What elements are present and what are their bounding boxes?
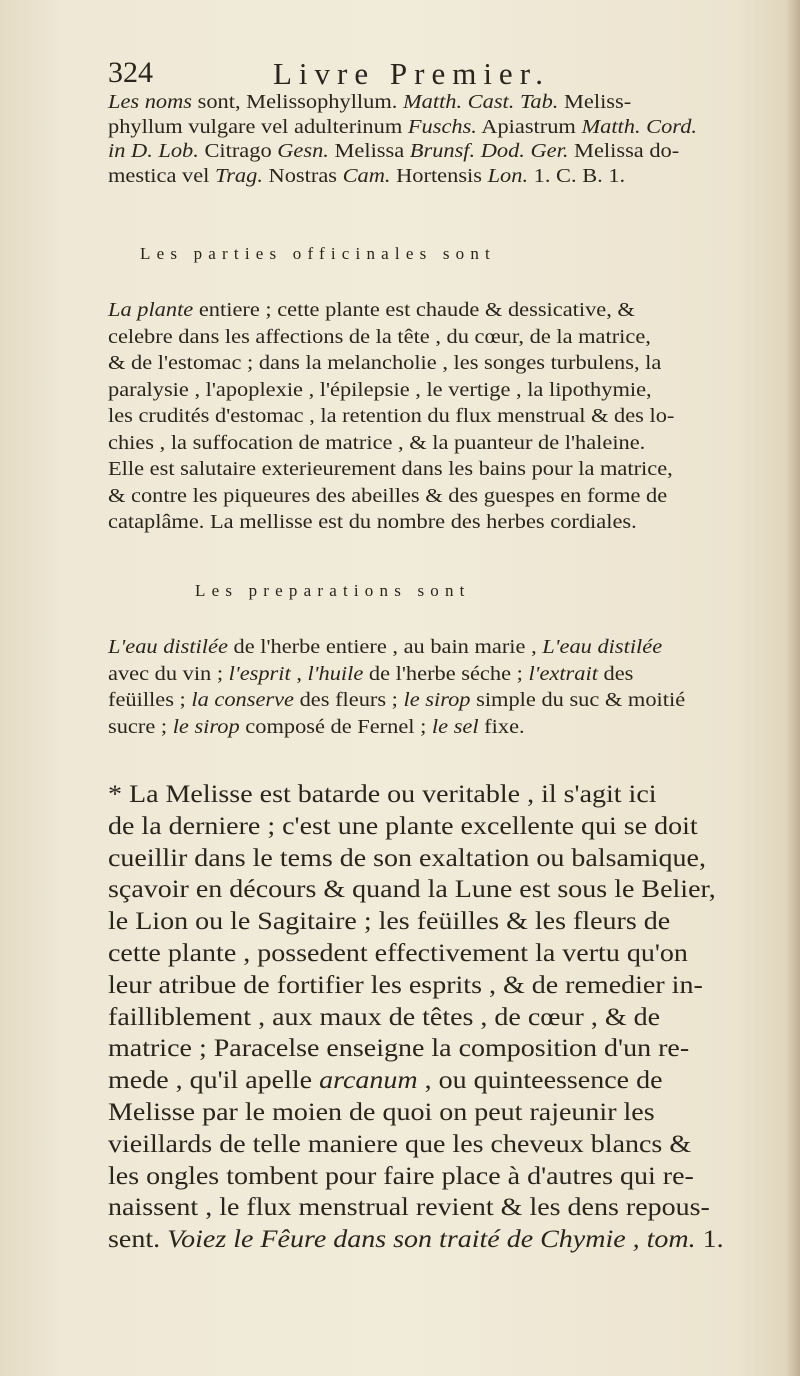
text-line bbox=[108, 1005, 660, 1030]
running-head: Livre Premier. bbox=[273, 56, 551, 91]
italic-span: Brunsf. Dod. Ger. bbox=[409, 140, 569, 162]
text-line bbox=[108, 380, 652, 400]
italic-span: in D. Lob. bbox=[108, 140, 199, 162]
text-line bbox=[108, 92, 631, 112]
text-span: failliblement , aux maux de têtes , de cœur , & de bbox=[108, 1003, 661, 1031]
text-line bbox=[108, 1100, 655, 1125]
text-span: chies , la suffocation de matrice , & la puanteur de l'haleine. bbox=[108, 431, 646, 454]
section-heading-officinales: Les parties officinales sont bbox=[140, 244, 496, 263]
text-span: naissent , le flux menstrual revient & les dens repous- bbox=[108, 1194, 710, 1222]
italic-span: Cam. bbox=[342, 164, 391, 187]
text-span: , bbox=[290, 662, 308, 685]
text-span: sent. bbox=[108, 1226, 168, 1254]
text-span: sont, Melissophyllum. bbox=[192, 91, 403, 113]
text-span: Melisse par le moien de quoi on peut rajeunir les bbox=[108, 1099, 655, 1126]
text-line bbox=[108, 300, 635, 320]
text-line bbox=[108, 1036, 689, 1061]
text-span: 1. C. B. 1. bbox=[528, 164, 626, 187]
italic-span: Trag. bbox=[214, 164, 263, 187]
italic-span: La plante bbox=[108, 299, 194, 321]
text-line bbox=[108, 973, 703, 998]
text-span: vieillards de telle maniere que les cheveux blancs & bbox=[108, 1130, 692, 1158]
text-span: cataplâme. La mellisse est du nombre des herbes cordiales. bbox=[108, 511, 637, 533]
text-span: Melissa bbox=[328, 140, 410, 162]
text-line bbox=[108, 637, 662, 657]
text-line bbox=[108, 1164, 694, 1189]
page-number: 324 bbox=[108, 56, 153, 89]
italic-span: le sirop bbox=[172, 715, 240, 738]
italic-span: Lon. bbox=[487, 164, 529, 187]
text-span: les ongles tombent pour faire place à d'autres qui re- bbox=[108, 1162, 694, 1190]
text-span: Melissa do- bbox=[568, 140, 680, 162]
text-line bbox=[108, 141, 679, 161]
text-line bbox=[108, 459, 673, 479]
text-line bbox=[108, 690, 685, 710]
italic-span: la conserve bbox=[191, 689, 295, 711]
italic-span: l'extrait bbox=[528, 662, 598, 685]
text-line bbox=[108, 1227, 724, 1252]
text-span: Meliss- bbox=[558, 91, 632, 113]
text-line bbox=[108, 433, 645, 453]
text-span: & contre les piqueures des abeilles & des guespes en forme de bbox=[108, 484, 668, 507]
text-line bbox=[108, 486, 667, 506]
text-line bbox=[108, 406, 674, 426]
text-span: & de l'estomac ; dans la melancholie , les songes turbulens, la bbox=[108, 352, 662, 374]
text-span: simple du suc & moitié bbox=[470, 689, 686, 711]
text-line bbox=[108, 117, 697, 137]
text-line bbox=[108, 664, 633, 684]
italic-span: arcanum bbox=[319, 1067, 418, 1095]
italic-span: l'huile bbox=[307, 662, 364, 685]
italic-span: l'esprit bbox=[228, 662, 291, 685]
text-line bbox=[108, 353, 661, 373]
text-span: des fleurs ; bbox=[294, 689, 404, 711]
text-span: matrice ; Paracelse enseigne la composition d'un re- bbox=[108, 1035, 690, 1063]
text-span: entiere ; cette plante est chaude & dessicative, & bbox=[193, 299, 635, 321]
italic-span: le sel bbox=[431, 715, 479, 738]
text-line bbox=[108, 877, 716, 902]
text-span: Hortensis bbox=[390, 164, 488, 187]
text-span: sucre ; bbox=[108, 715, 173, 738]
text-span: cette plante , possedent effectivement la vertu qu'on bbox=[108, 940, 688, 967]
text-span: Nostras bbox=[262, 164, 343, 187]
text-span: de l'herbe entiere , au bain marie , bbox=[227, 636, 543, 658]
page-header bbox=[108, 56, 628, 92]
text-line bbox=[108, 941, 688, 966]
text-line bbox=[108, 512, 637, 532]
text-line bbox=[108, 782, 657, 807]
italic-span: L'eau distilée bbox=[542, 636, 663, 658]
text-span: , ou quinteessence de bbox=[417, 1067, 663, 1095]
text-line bbox=[108, 909, 670, 934]
italic-span: Voiez le Fêure dans son traité de Chymie , tom. bbox=[167, 1226, 696, 1254]
text-span: de l'herbe séche ; bbox=[363, 662, 529, 685]
text-span: cueillir dans le tems de son exaltation ou balsamique, bbox=[108, 844, 706, 872]
text-line bbox=[108, 814, 698, 839]
italic-span: Les noms bbox=[108, 91, 193, 113]
italic-span: Matth. Cord. bbox=[581, 115, 697, 138]
section-heading-preparations: Les preparations sont bbox=[195, 581, 471, 600]
text-span: composé de Fernel ; bbox=[239, 715, 432, 738]
text-span: mede , qu'il apelle bbox=[108, 1067, 320, 1095]
text-line bbox=[108, 1068, 663, 1093]
text-span: * La Melisse est batarde ou veritable , il s'agit ici bbox=[108, 781, 657, 808]
text-span: leur atribue de fortifier les esprits , & de remedier in- bbox=[108, 971, 703, 999]
text-span: 1. bbox=[695, 1226, 724, 1254]
text-span: feüilles ; bbox=[108, 689, 192, 711]
text-line bbox=[108, 1195, 710, 1220]
text-span: fixe. bbox=[478, 715, 525, 738]
italic-span: le sirop bbox=[403, 689, 471, 711]
text-span: le Lion ou le Sagitaire ; les feüilles & les fleurs de bbox=[108, 908, 671, 936]
text-line bbox=[108, 327, 651, 347]
text-span: Citrago bbox=[198, 140, 278, 162]
italic-span: Gesn. bbox=[277, 140, 329, 162]
text-span: avec du vin ; bbox=[108, 662, 229, 685]
text-span: paralysie , l'apoplexie , l'épilepsie , le vertige , la lipothymie, bbox=[108, 378, 652, 401]
text-line bbox=[108, 717, 525, 737]
text-span: les crudités d'estomac , la retention du flux menstrual & des lo- bbox=[108, 405, 675, 427]
italic-span: L'eau distilée bbox=[108, 636, 228, 658]
text-line bbox=[108, 1132, 691, 1157]
text-span: sçavoir en décours & quand la Lune est sous le Belier, bbox=[108, 876, 716, 904]
italic-span: Matth. Cast. Tab. bbox=[402, 91, 559, 113]
text-line bbox=[108, 166, 625, 186]
text-span: Elle est salutaire exterieurement dans les bains pour la matrice, bbox=[108, 458, 673, 480]
text-span: phyllum vulgare vel adulterinum bbox=[108, 115, 408, 138]
italic-span: Fuschs. bbox=[407, 115, 477, 138]
text-span: des bbox=[597, 662, 634, 685]
text-span: de la derniere ; c'est une plante excellente qui se doit bbox=[108, 812, 698, 840]
text-span: celebre dans les affections de la tête , du cœur, de la matrice, bbox=[108, 325, 651, 348]
page-gutter-shadow bbox=[786, 0, 800, 1376]
text-span: mestica vel bbox=[108, 164, 215, 187]
text-line bbox=[108, 846, 706, 871]
text-span: Apiastrum bbox=[476, 115, 582, 138]
